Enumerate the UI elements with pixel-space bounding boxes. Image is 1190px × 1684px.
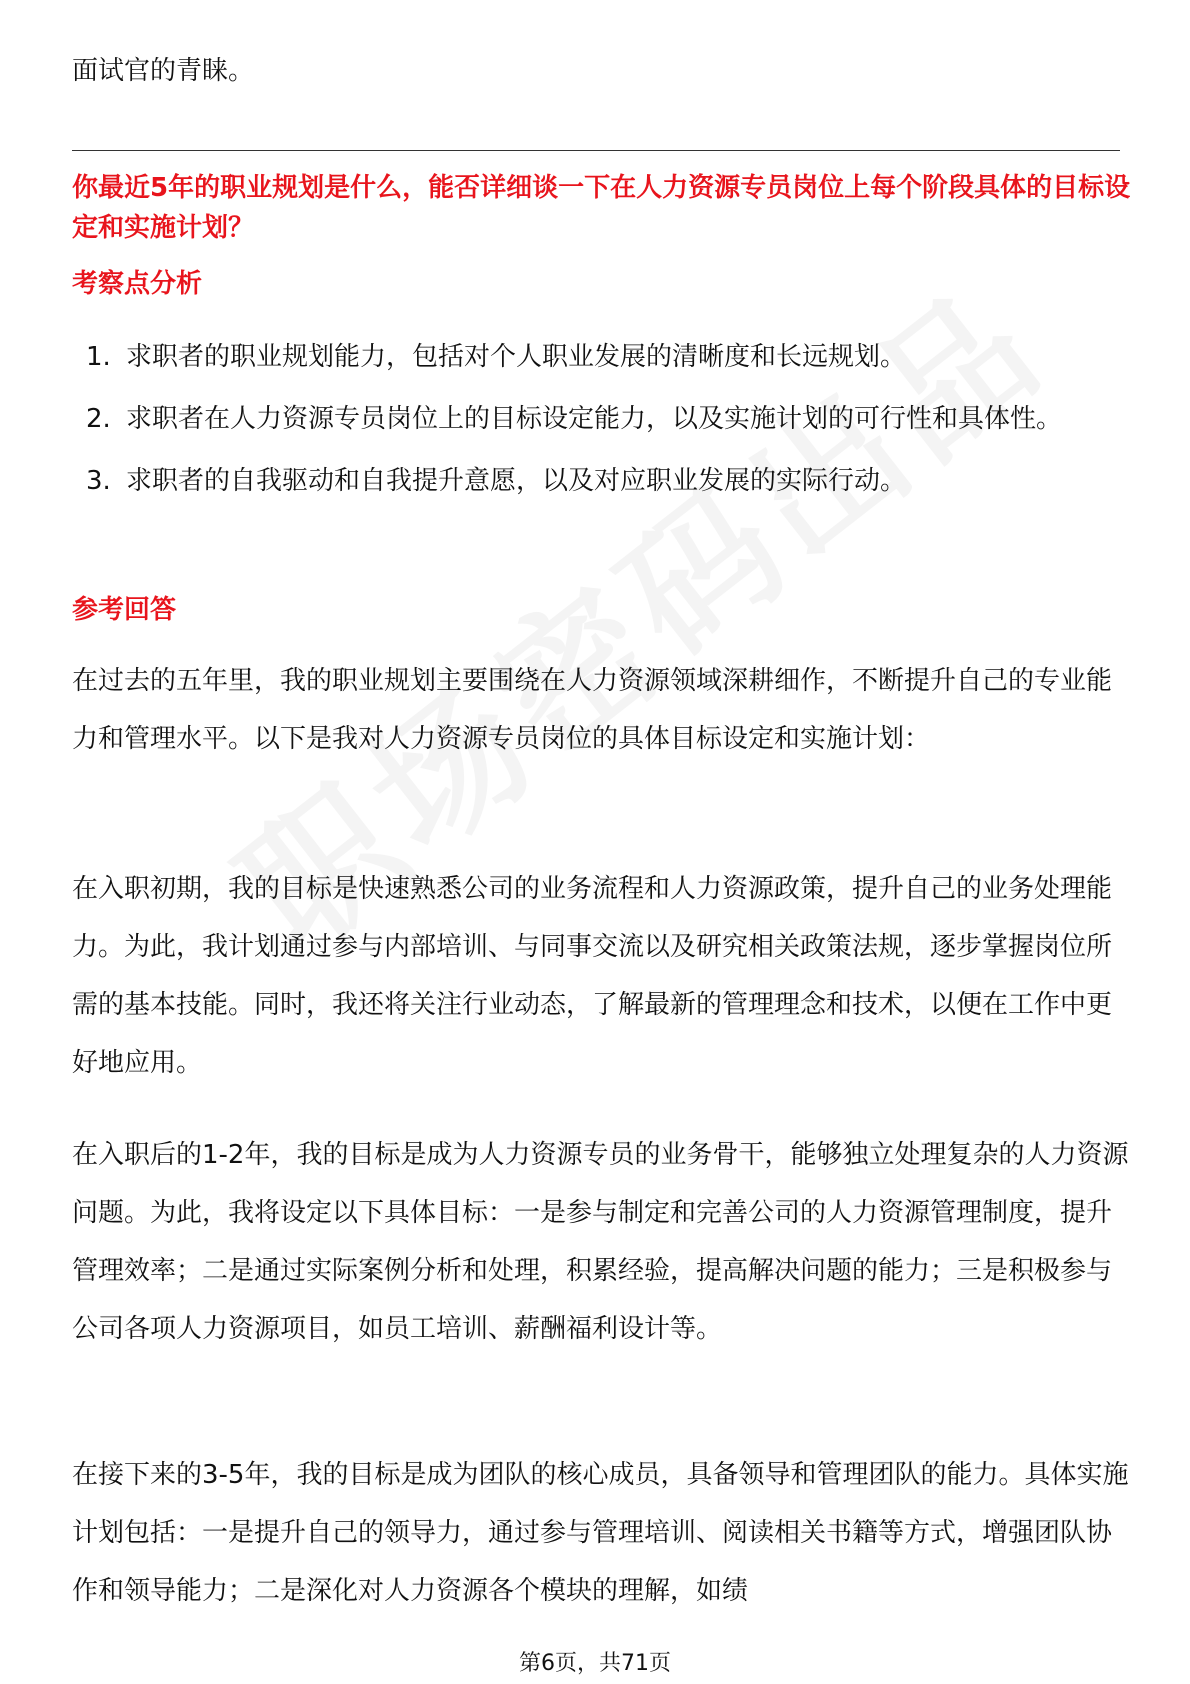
- answer-heading: 参考回答: [72, 595, 177, 625]
- analysis-heading: 考察点分析: [72, 269, 203, 299]
- analysis-item-number: 2.: [86, 404, 111, 434]
- answer-paragraph: 在接下来的3-5年，我的目标是成为团队的核心成员，具备领导和管理团队的能力。具体实施计划包括：一是提升自己的领导力，通过参与管理培训、阅读相关书籍等方式，增强团队协作和领导能力；二是深化对人力资源各个模块的理解，如绩: [72, 1460, 1129, 1606]
- question-title: 你最近5年的职业规划是什么，能否详细谈一下在人力资源专员岗位上每个阶段具体的目标设定和实施计划？: [72, 173, 1131, 243]
- analysis-list: [72, 329, 1132, 515]
- answer-paragraph: 在入职初期，我的目标是快速熟悉公司的业务流程和人力资源政策，提升自己的业务处理能力。为此，我计划通过参与内部培训、与同事交流以及研究相关政策法规，逐步掌握岗位所需的基本技能。同时，我还将关注行业动态，了解最新的管理理念和技术，以便在工作中更好地应用。: [72, 874, 1113, 1078]
- analysis-item-number: 3.: [86, 466, 111, 496]
- analysis-item-number: 1.: [86, 342, 111, 372]
- analysis-item-text: 求职者的职业规划能力，包括对个人职业发展的清晰度和长远规划。: [126, 342, 907, 372]
- intro-line: 面试官的青睐。: [72, 56, 255, 86]
- analysis-item-text: 求职者的自我驱动和自我提升意愿，以及对应职业发展的实际行动。: [126, 466, 907, 496]
- answer-paragraph: 在入职后的1-2年，我的目标是成为人力资源专员的业务骨干，能够独立处理复杂的人力资源问题。为此，我将设定以下具体目标：一是参与制定和完善公司的人力资源管理制度，提升管理效率；二是通过实际案例分析和处理，积累经验，提高解决问题的能力；三是积极参与公司各项人力资源项目，如员工培训、薪酬福利设计等。: [72, 1140, 1129, 1344]
- analysis-item-text: 求职者在人力资源专员岗位上的目标设定能力，以及实施计划的可行性和具体性。: [126, 404, 1063, 434]
- answer-paragraph: 在过去的五年里，我的职业规划主要围绕在人力资源领域深耕细作，不断提升自己的专业能力和管理水平。以下是我对人力资源专员岗位的具体目标设定和实施计划：: [72, 666, 1113, 754]
- analysis-item: [72, 329, 1132, 385]
- analysis-item: [72, 391, 1132, 447]
- analysis-item: [72, 453, 1132, 509]
- section-divider: [72, 150, 1120, 151]
- page-number-footer: 第6页，共71页: [519, 1651, 671, 1676]
